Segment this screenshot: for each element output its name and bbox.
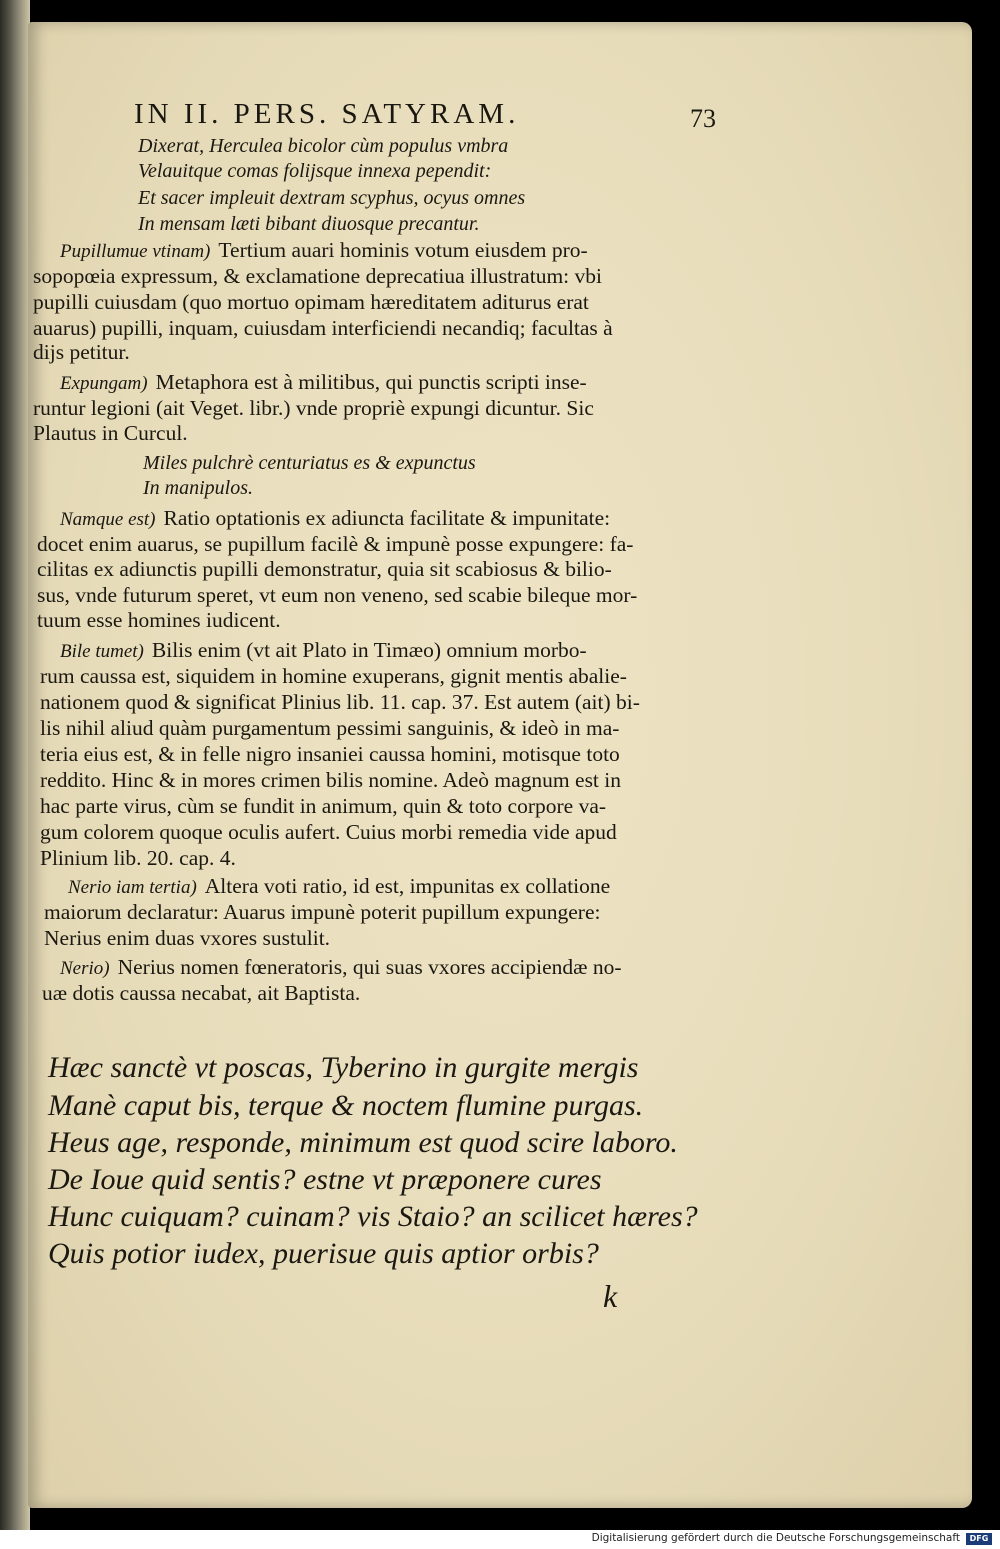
verse-line: In manipulos. bbox=[143, 477, 253, 499]
main-verse-line: Hæc sanctè vt poscas, Tyberino in gurgite mergis bbox=[48, 1051, 639, 1084]
commentary-line: auarus) pupilli, inquam, cuiusdam interficiendi necandiq; facultas à bbox=[33, 316, 613, 340]
main-verse-line: Hunc cuiquam? cuinam? vis Staio? an scilicet hæres? bbox=[48, 1200, 698, 1233]
lemma: Expungam) bbox=[60, 373, 148, 394]
commentary-line: uæ dotis caussa necabat, ait Baptista. bbox=[42, 981, 361, 1005]
commentary-line: cilitas ex adiunctis pupilli demonstratur, quia sit scabiosus & bilio- bbox=[37, 557, 612, 581]
commentary-line: Nerio iam tertia) Altera voti ratio, id est, impunitas ex collatione bbox=[68, 874, 611, 898]
commentary-line: dijs petitur. bbox=[33, 340, 130, 364]
footer-credit: Digitalisierung gefördert durch die Deutsche Forschungsgemeinschaft bbox=[591, 1532, 960, 1544]
lemma: Namque est) bbox=[60, 509, 156, 530]
commentary-line: Pupillumue vtinam) Tertium auari hominis votum eiusdem pro- bbox=[60, 238, 588, 262]
verse-line: Dixerat, Herculea bicolor cùm populus vmbra bbox=[138, 135, 509, 157]
verse-line: Miles pulchrè centuriatus es & expunctus bbox=[143, 452, 476, 474]
main-verse-line: De Ioue quid sentis? estne vt præponere cures bbox=[48, 1163, 602, 1196]
main-verse-line: Manè caput bis, terque & noctem flumine purgas. bbox=[48, 1089, 644, 1122]
commentary-line: Expungam) Metaphora est à militibus, qui punctis scripti inse- bbox=[60, 370, 587, 394]
commentary-line: reddito. Hinc & in mores crimen bilis nomine. Adeò magnum est in bbox=[40, 768, 622, 792]
lemma: Nerio iam tertia) bbox=[68, 877, 197, 898]
page-number: 73 bbox=[690, 104, 716, 133]
commentary-line: Bile tumet) Bilis enim (vt ait Plato in Timæo) omnium morbo- bbox=[60, 638, 587, 662]
footer-bar bbox=[0, 1530, 1000, 1549]
commentary-line: sopopœia expressum, & exclamatione deprecatiua illustratum: vbi bbox=[33, 264, 602, 288]
commentary-line: Plinium lib. 20. cap. 4. bbox=[40, 846, 236, 870]
main-verse-line: Quis potior iudex, puerisue quis aptior orbis? bbox=[48, 1237, 599, 1270]
commentary-line: rum caussa est, siquidem in homine exuperans, gignit mentis abalie- bbox=[40, 664, 627, 688]
commentary-line: teria eius est, & in felle nigro insaniei caussa homini, motisque toto bbox=[40, 742, 620, 766]
commentary-line: maiorum declaratur: Auarus impunè poterit pupillum expungere: bbox=[44, 900, 601, 924]
commentary-line: runtur legioni (ait Veget. libr.) vnde propriè expungi dicuntur. Sic bbox=[33, 396, 594, 420]
lemma: Nerio) bbox=[60, 958, 110, 979]
commentary-line: pupilli cuiusdam (quo mortuo opimam hæreditatem aditurus erat bbox=[33, 290, 589, 314]
running-head: IN II. PERS. SATYRAM. bbox=[134, 98, 520, 130]
commentary-line: hac parte virus, cùm se fundit in animum, quin & toto corpore va- bbox=[40, 794, 607, 818]
commentary-line: docet enim auarus, se pupillum facilè & impunè posse expungere: fa- bbox=[37, 532, 634, 556]
commentary-line: gum colorem quoque oculis aufert. Cuius morbi remedia vide apud bbox=[40, 820, 617, 844]
main-verse-line: Heus age, responde, minimum est quod scire laboro. bbox=[48, 1126, 678, 1159]
commentary-line: Nerio) Nerius nomen fœneratoris, qui suas vxores accipiendæ no- bbox=[60, 955, 622, 979]
commentary-line: nationem quod & significat Plinius lib. 11. cap. 37. Est autem (ait) bi- bbox=[40, 690, 640, 714]
commentary-line: Plautus in Curcul. bbox=[33, 421, 188, 445]
lemma: Pupillumue vtinam) bbox=[60, 241, 211, 262]
verse-line: Et sacer impleuit dextram scyphus, ocyus omnes bbox=[138, 187, 526, 209]
signature-mark: k bbox=[603, 1278, 618, 1314]
commentary-line: tuum esse homines iudicent. bbox=[37, 608, 281, 632]
commentary-line: Nerius enim duas vxores sustulit. bbox=[44, 926, 331, 950]
commentary-line: lis nihil aliud quàm purgamentum pessimi sanguinis, & ideò in ma- bbox=[40, 716, 620, 740]
commentary-line: Namque est) Ratio optationis ex adiuncta facilitate & impunitate: bbox=[60, 506, 611, 530]
book-spine bbox=[0, 0, 30, 1530]
verse-line: Velauitque comas folijsque innexa pependit: bbox=[138, 160, 492, 182]
verse-line: In mensam læti bibant diuosque precantur. bbox=[138, 213, 480, 235]
dfg-logo: DFG bbox=[966, 1533, 992, 1545]
lemma: Bile tumet) bbox=[60, 641, 144, 662]
commentary-line: sus, vnde futurum speret, vt eum non veneno, sed scabie bileque mor- bbox=[37, 583, 638, 607]
